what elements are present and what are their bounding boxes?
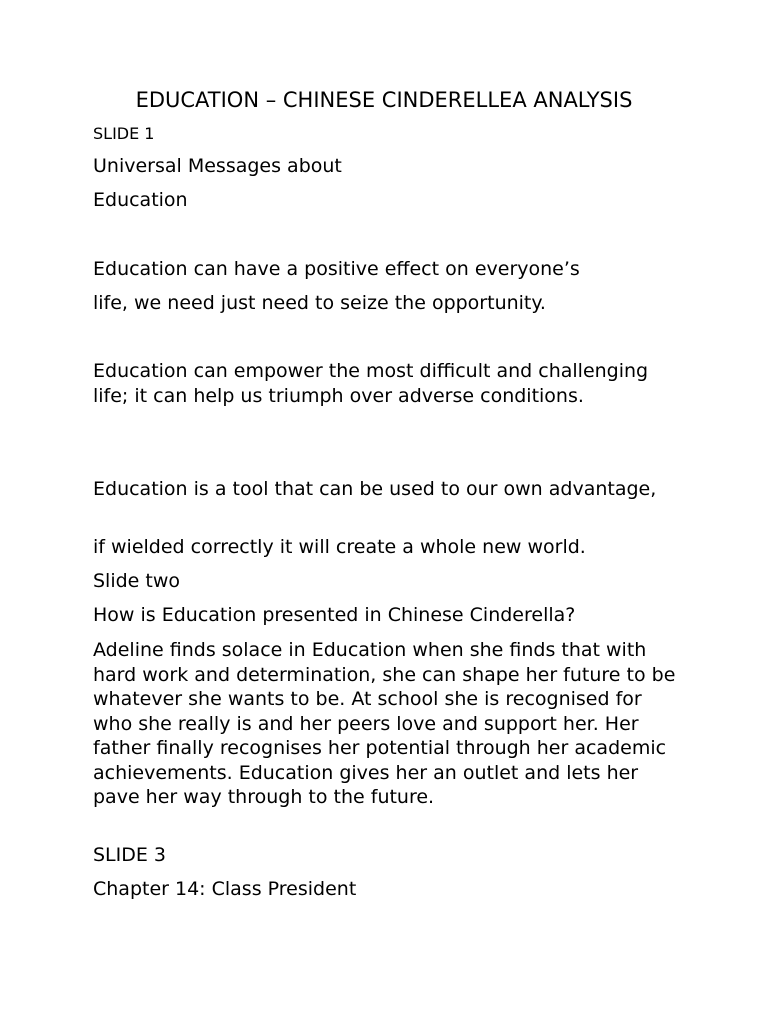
slide-2-label: Slide two (93, 570, 181, 592)
question-heading: How is Education presented in Chinese Cinderella? (93, 604, 576, 626)
paragraph-2: Education can empower the most difficult and challenging life; it can help us triumph over adverse conditions. (93, 360, 649, 407)
paragraph-1-line-1: Education can have a positive effect on everyone’s (93, 258, 580, 280)
document-title: EDUCATION – CHINESE CINDERELLEA ANALYSIS (135, 88, 633, 112)
paragraph-3: Education is a tool that can be used to our own advantage, (93, 478, 657, 500)
heading-line-1: Universal Messages about (93, 155, 342, 177)
answer-paragraph: Adeline finds solace in Education when she finds that with hard work and determination, she can shape her future to be whatever she wants to be. At school she is recognised for who she really is and her peers love and support her. Her father finally recognises her potential through her academic achievements. Education gives her an outlet and lets her pave her way through to the future. (93, 639, 676, 808)
chapter-heading: Chapter 14: Class President (93, 878, 357, 900)
heading-line-2: Education (93, 189, 188, 211)
slide-3-label: SLIDE 3 (93, 844, 167, 866)
slide-1-label: SLIDE 1 (93, 124, 155, 143)
paragraph-3-continuation: if wielded correctly it will create a whole new world. (93, 536, 586, 558)
paragraph-1-line-2: life, we need just need to seize the opportunity. (93, 292, 546, 314)
